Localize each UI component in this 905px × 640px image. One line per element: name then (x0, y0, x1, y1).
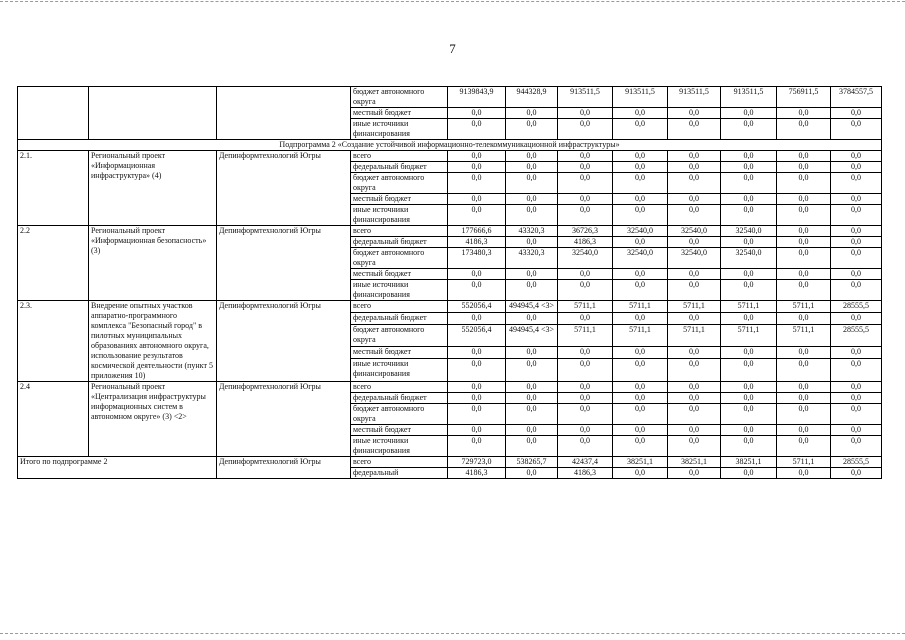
value-cell: 4186,3 (448, 468, 506, 479)
table-row (18, 151, 882, 162)
value-cell: 38251,1 (668, 457, 721, 468)
value-cell: 0,0 (721, 382, 777, 393)
value-cell: 0,0 (448, 404, 506, 425)
source-cell: иные источники финансирования (351, 119, 448, 140)
value-cell: 0,0 (448, 393, 506, 404)
value-cell: 0,0 (668, 312, 721, 324)
value-cell: 0,0 (558, 404, 613, 425)
value-cell: 0,0 (668, 468, 721, 479)
value-cell: 0,0 (721, 119, 777, 140)
value-cell: 0,0 (777, 436, 831, 457)
value-cell: 0,0 (721, 347, 777, 359)
value-cell: 0,0 (831, 151, 882, 162)
value-cell: 0,0 (448, 359, 506, 382)
value-cell: 0,0 (831, 436, 882, 457)
value-cell: 0,0 (613, 108, 668, 119)
value-cell: 0,0 (831, 194, 882, 205)
source-cell: всего (351, 151, 448, 162)
value-cell: 552056,4 (448, 324, 506, 347)
value-cell: 0,0 (448, 382, 506, 393)
value-cell: 0,0 (721, 205, 777, 226)
value-cell: 0,0 (506, 194, 558, 205)
source-cell: местный бюджет (351, 347, 448, 359)
value-cell: 4186,3 (558, 468, 613, 479)
value-cell: 0,0 (831, 162, 882, 173)
value-cell: 0,0 (668, 280, 721, 301)
value-cell: 0,0 (506, 382, 558, 393)
value-cell: 43320,3 (506, 226, 558, 237)
value-cell: 0,0 (558, 393, 613, 404)
value-cell: 0,0 (777, 108, 831, 119)
value-cell: 0,0 (613, 151, 668, 162)
source-cell: бюджет автономного округа (351, 404, 448, 425)
value-cell: 0,0 (668, 425, 721, 436)
value-cell: 0,0 (831, 468, 882, 479)
value-cell: 0,0 (448, 425, 506, 436)
value-cell: 0,0 (777, 404, 831, 425)
value-cell: 0,0 (831, 393, 882, 404)
value-cell: 42437,4 (558, 457, 613, 468)
value-cell: 0,0 (506, 162, 558, 173)
value-cell: 0,0 (558, 280, 613, 301)
value-cell: 0,0 (721, 468, 777, 479)
value-cell: 0,0 (506, 347, 558, 359)
source-cell: местный бюджет (351, 108, 448, 119)
source-cell: всего (351, 457, 448, 468)
value-cell: 0,0 (721, 108, 777, 119)
value-cell: 0,0 (777, 280, 831, 301)
value-cell: 0,0 (448, 108, 506, 119)
project-executor: Депинформтехнологий Югры (217, 382, 351, 457)
value-cell: 0,0 (506, 205, 558, 226)
value-cell: 5711,1 (777, 324, 831, 347)
value-cell: 0,0 (613, 359, 668, 382)
value-cell: 0,0 (721, 359, 777, 382)
value-cell: 0,0 (558, 347, 613, 359)
value-cell: 0,0 (506, 280, 558, 301)
source-cell: местный бюджет (351, 194, 448, 205)
value-cell: 0,0 (777, 119, 831, 140)
value-cell: 0,0 (721, 237, 777, 248)
value-cell: 0,0 (448, 269, 506, 280)
source-cell: федеральный бюджет (351, 393, 448, 404)
number-cell (18, 87, 89, 140)
subprogram-row (18, 140, 882, 151)
value-cell: 0,0 (721, 162, 777, 173)
source-cell: иные источники финансирования (351, 436, 448, 457)
value-cell: 0,0 (613, 393, 668, 404)
value-cell: 32540,0 (721, 248, 777, 269)
value-cell: 32540,0 (668, 248, 721, 269)
value-cell: 0,0 (506, 312, 558, 324)
value-cell: 0,0 (613, 237, 668, 248)
value-cell: 38251,1 (721, 457, 777, 468)
value-cell: 0,0 (721, 194, 777, 205)
value-cell: 0,0 (613, 205, 668, 226)
value-cell: 0,0 (668, 237, 721, 248)
value-cell: 0,0 (506, 393, 558, 404)
value-cell: 0,0 (777, 269, 831, 280)
value-cell: 0,0 (721, 425, 777, 436)
value-cell: 0,0 (448, 173, 506, 194)
value-cell: 0,0 (558, 108, 613, 119)
value-cell: 0,0 (558, 205, 613, 226)
value-cell: 5711,1 (777, 457, 831, 468)
value-cell: 0,0 (831, 359, 882, 382)
table-row (18, 226, 882, 237)
value-cell: 38251,1 (613, 457, 668, 468)
value-cell: 0,0 (506, 151, 558, 162)
source-cell: бюджет автономного округа (351, 87, 448, 108)
value-cell: 177666,6 (448, 226, 506, 237)
value-cell: 5711,1 (558, 301, 613, 313)
source-cell: местный бюджет (351, 425, 448, 436)
value-cell: 913511,5 (721, 87, 777, 108)
value-cell: 0,0 (558, 151, 613, 162)
value-cell: 0,0 (668, 108, 721, 119)
value-cell: 0,0 (831, 425, 882, 436)
value-cell: 0,0 (777, 248, 831, 269)
source-cell: федеральный бюджет (351, 237, 448, 248)
value-cell: 0,0 (777, 359, 831, 382)
value-cell: 28555,5 (831, 457, 882, 468)
value-cell: 0,0 (613, 425, 668, 436)
value-cell: 4186,3 (448, 237, 506, 248)
value-cell: 0,0 (831, 226, 882, 237)
value-cell: 32540,0 (613, 226, 668, 237)
project-number: 2.2 (18, 226, 89, 301)
bottom-scan-edge (0, 633, 905, 634)
value-cell: 0,0 (668, 205, 721, 226)
value-cell: 0,0 (448, 205, 506, 226)
value-cell: 0,0 (506, 468, 558, 479)
value-cell: 3784557,5 (831, 87, 882, 108)
value-cell: 0,0 (831, 108, 882, 119)
table-body (18, 87, 882, 479)
value-cell: 5711,1 (668, 301, 721, 313)
value-cell: 0,0 (558, 436, 613, 457)
value-cell: 0,0 (777, 162, 831, 173)
value-cell: 0,0 (448, 280, 506, 301)
source-cell: всего (351, 382, 448, 393)
value-cell: 0,0 (831, 248, 882, 269)
source-cell: бюджет автономного округа (351, 248, 448, 269)
value-cell: 0,0 (777, 468, 831, 479)
value-cell: 0,0 (777, 173, 831, 194)
value-cell: 944328,9 (506, 87, 558, 108)
value-cell: 0,0 (448, 312, 506, 324)
value-cell: 5711,1 (613, 301, 668, 313)
top-scan-edge (0, 1, 905, 2)
value-cell: 5711,1 (721, 301, 777, 313)
value-cell: 0,0 (721, 404, 777, 425)
value-cell: 0,0 (613, 194, 668, 205)
value-cell: 0,0 (721, 280, 777, 301)
table-row (18, 301, 882, 313)
value-cell: 0,0 (668, 173, 721, 194)
subprogram-title: Подпрограмма 2 «Создание устойчивой информационно-телекоммуникационной инфраструктуры» (18, 140, 882, 151)
value-cell: 0,0 (777, 226, 831, 237)
value-cell: 0,0 (831, 312, 882, 324)
value-cell: 0,0 (831, 280, 882, 301)
value-cell: 0,0 (506, 119, 558, 140)
project-executor: Депинформтехнологий Югры (217, 226, 351, 301)
value-cell: 0,0 (668, 151, 721, 162)
value-cell: 0,0 (448, 162, 506, 173)
value-cell: 0,0 (668, 194, 721, 205)
source-cell: всего (351, 301, 448, 313)
value-cell: 0,0 (831, 404, 882, 425)
value-cell: 0,0 (777, 312, 831, 324)
source-cell: иные источники финансирования (351, 359, 448, 382)
value-cell: 0,0 (613, 119, 668, 140)
value-cell: 0,0 (613, 312, 668, 324)
value-cell: 9139843,9 (448, 87, 506, 108)
value-cell: 0,0 (831, 269, 882, 280)
value-cell: 0,0 (777, 151, 831, 162)
value-cell: 0,0 (777, 393, 831, 404)
value-cell: 0,0 (721, 151, 777, 162)
value-cell: 173480,3 (448, 248, 506, 269)
value-cell: 0,0 (831, 237, 882, 248)
value-cell: 0,0 (613, 280, 668, 301)
value-cell: 913511,5 (668, 87, 721, 108)
value-cell: 28555,5 (831, 301, 882, 313)
value-cell: 32540,0 (558, 248, 613, 269)
value-cell: 0,0 (558, 425, 613, 436)
value-cell: 0,0 (777, 237, 831, 248)
executor-cell (217, 87, 351, 140)
source-cell: всего (351, 226, 448, 237)
value-cell: 0,0 (613, 347, 668, 359)
value-cell: 0,0 (721, 269, 777, 280)
value-cell: 0,0 (668, 382, 721, 393)
value-cell: 756911,5 (777, 87, 831, 108)
value-cell: 0,0 (558, 194, 613, 205)
value-cell: 494945,4 <3> (506, 324, 558, 347)
value-cell: 32540,0 (721, 226, 777, 237)
source-cell: иные источники финансирования (351, 280, 448, 301)
value-cell: 494945,4 <3> (506, 301, 558, 313)
page-number: 7 (449, 41, 456, 56)
value-cell: 0,0 (613, 269, 668, 280)
source-cell: федеральный (351, 468, 448, 479)
project-name: Внедрение опытных участков аппаратно-программного комплекса "Безопасный город" в пилотных муниципальных образованиях автономного округа, использование результатов космической деятельности (пункт 5 приложения 10) (89, 301, 217, 382)
value-cell: 4186,3 (558, 237, 613, 248)
value-cell: 0,0 (777, 347, 831, 359)
value-cell: 0,0 (613, 436, 668, 457)
value-cell: 0,0 (668, 162, 721, 173)
value-cell: 0,0 (506, 404, 558, 425)
value-cell: 5711,1 (558, 324, 613, 347)
value-cell: 0,0 (506, 436, 558, 457)
value-cell: 28555,5 (831, 324, 882, 347)
value-cell: 0,0 (831, 347, 882, 359)
value-cell: 538265,7 (506, 457, 558, 468)
source-cell: бюджет автономного округа (351, 173, 448, 194)
value-cell: 43320,3 (506, 248, 558, 269)
value-cell: 0,0 (831, 205, 882, 226)
name-cell (89, 87, 217, 140)
value-cell: 0,0 (668, 436, 721, 457)
value-cell: 0,0 (777, 382, 831, 393)
total-row (18, 457, 882, 468)
project-name: Региональный проект «Информационная инфраструктура» (4) (89, 151, 217, 226)
project-executor: Депинформтехнологий Югры (217, 151, 351, 226)
value-cell: 0,0 (831, 173, 882, 194)
table-row (18, 87, 882, 108)
value-cell: 36726,3 (558, 226, 613, 237)
table-row (18, 382, 882, 393)
value-cell: 0,0 (506, 425, 558, 436)
value-cell: 913511,5 (613, 87, 668, 108)
value-cell: 0,0 (777, 194, 831, 205)
value-cell: 0,0 (668, 404, 721, 425)
budget-table (17, 86, 882, 479)
value-cell: 0,0 (558, 162, 613, 173)
value-cell: 0,0 (613, 162, 668, 173)
value-cell: 552056,4 (448, 301, 506, 313)
value-cell: 0,0 (668, 393, 721, 404)
project-name: Региональный проект «Централизация инфраструктуры информационных систем в автономном округе» (3) <2> (89, 382, 217, 457)
value-cell: 0,0 (558, 269, 613, 280)
value-cell: 0,0 (506, 269, 558, 280)
value-cell: 913511,5 (558, 87, 613, 108)
source-cell: федеральный бюджет (351, 312, 448, 324)
value-cell: 0,0 (613, 173, 668, 194)
value-cell: 5711,1 (721, 324, 777, 347)
value-cell: 0,0 (448, 151, 506, 162)
value-cell: 0,0 (448, 436, 506, 457)
value-cell: 0,0 (721, 173, 777, 194)
source-cell: местный бюджет (351, 269, 448, 280)
value-cell: 729723,0 (448, 457, 506, 468)
value-cell: 0,0 (506, 173, 558, 194)
value-cell: 0,0 (613, 468, 668, 479)
value-cell: 0,0 (721, 436, 777, 457)
value-cell: 0,0 (613, 382, 668, 393)
project-name: Региональный проект «Информационная безопасность» (3) (89, 226, 217, 301)
value-cell: 0,0 (506, 108, 558, 119)
value-cell: 0,0 (558, 173, 613, 194)
value-cell: 0,0 (668, 269, 721, 280)
value-cell: 0,0 (558, 382, 613, 393)
value-cell: 0,0 (558, 312, 613, 324)
value-cell: 5711,1 (777, 301, 831, 313)
source-cell: федеральный бюджет (351, 162, 448, 173)
value-cell: 0,0 (668, 359, 721, 382)
value-cell: 0,0 (831, 119, 882, 140)
value-cell: 5711,1 (668, 324, 721, 347)
value-cell: 5711,1 (613, 324, 668, 347)
value-cell: 0,0 (448, 347, 506, 359)
value-cell: 0,0 (558, 119, 613, 140)
value-cell: 0,0 (721, 393, 777, 404)
value-cell: 0,0 (777, 205, 831, 226)
value-cell: 0,0 (668, 119, 721, 140)
project-executor: Депинформтехнологий Югры (217, 301, 351, 382)
value-cell: 0,0 (721, 312, 777, 324)
value-cell: 0,0 (448, 119, 506, 140)
value-cell: 0,0 (506, 237, 558, 248)
value-cell: 0,0 (668, 347, 721, 359)
source-cell: бюджет автономного округа (351, 324, 448, 347)
total-label: Итого по подпрограмме 2 (18, 457, 217, 479)
source-cell: иные источники финансирования (351, 205, 448, 226)
value-cell: 32540,0 (613, 248, 668, 269)
project-number: 2.1. (18, 151, 89, 226)
project-number: 2.3. (18, 301, 89, 382)
value-cell: 32540,0 (668, 226, 721, 237)
value-cell: 0,0 (558, 359, 613, 382)
value-cell: 0,0 (613, 404, 668, 425)
value-cell: 0,0 (831, 382, 882, 393)
project-number: 2.4 (18, 382, 89, 457)
value-cell: 0,0 (777, 425, 831, 436)
value-cell: 0,0 (506, 359, 558, 382)
value-cell: 0,0 (448, 194, 506, 205)
total-executor: Депинформтехнологий Югры (217, 457, 351, 479)
